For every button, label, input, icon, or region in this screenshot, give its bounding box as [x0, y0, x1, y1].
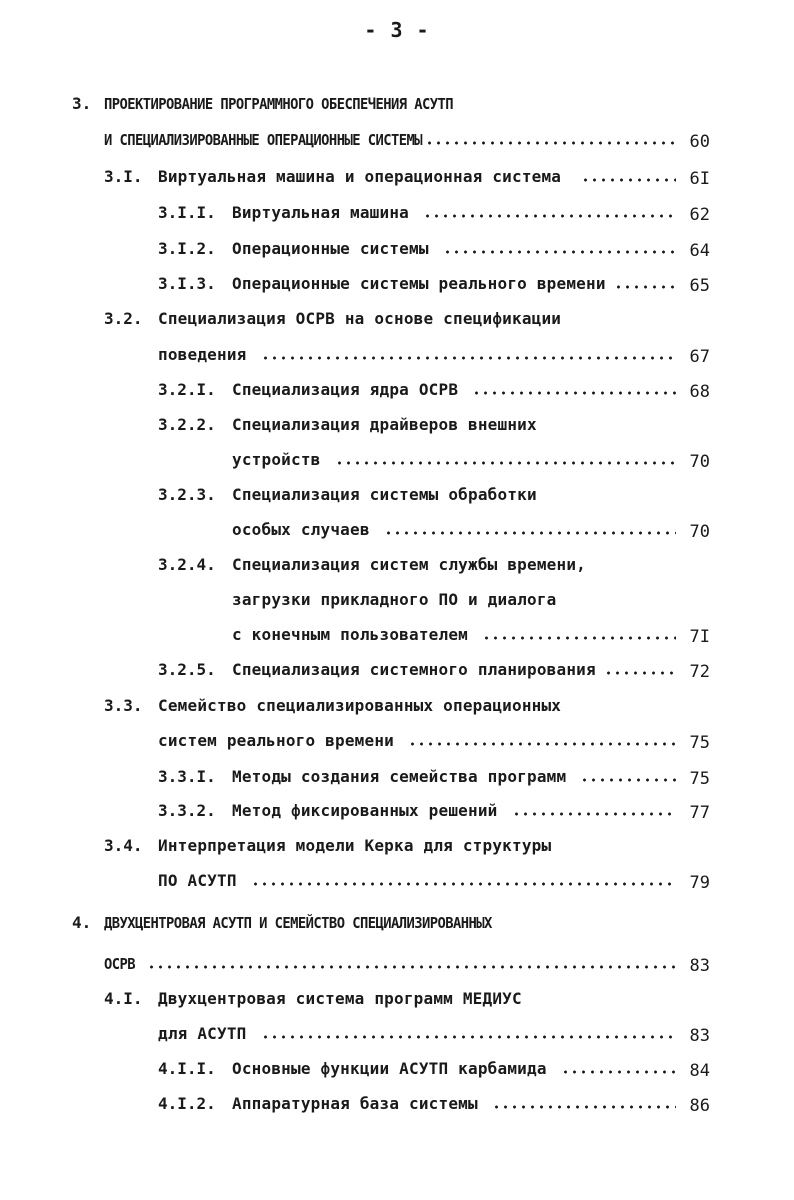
toc-line	[0, 621, 710, 649]
toc-line	[0, 727, 710, 755]
toc-section-number: 3.I.3.	[158, 274, 216, 293]
toc-line	[0, 199, 710, 227]
toc-section-number: 4.	[72, 913, 92, 932]
toc-line	[0, 376, 710, 404]
toc-line	[0, 950, 710, 978]
toc-dot-leader	[261, 1035, 677, 1039]
toc-entry-title: с конечным пользователем	[232, 625, 468, 644]
toc-entry-title: Интерпретация модели Керка для структуры	[158, 836, 552, 855]
toc-line	[0, 1090, 710, 1118]
toc-line	[0, 586, 710, 614]
toc-entry-title: Виртуальная машина	[232, 203, 409, 222]
toc-section-number: 3.2.2.	[158, 415, 216, 434]
toc-page-number: 6I	[689, 169, 710, 189]
toc-dot-leader	[261, 356, 677, 360]
toc-entry-title: Специализация систем службы времени,	[232, 555, 586, 574]
toc-dot-leader	[581, 178, 676, 182]
toc-line	[0, 909, 710, 937]
toc-dot-leader	[512, 812, 677, 816]
toc-section-number: 3.2.	[104, 309, 143, 328]
toc-section-number: 3.2.4.	[158, 555, 216, 574]
toc-page-number: 65	[689, 276, 710, 296]
toc-page-number: 83	[689, 1026, 710, 1046]
toc-section-number: 3.I.	[104, 167, 143, 186]
toc-dot-leader	[408, 742, 676, 746]
toc-line	[0, 305, 710, 333]
toc-line	[0, 1020, 710, 1048]
toc-entry-title: Специализация ОСРВ на основе спецификации	[158, 309, 562, 328]
toc-section-number: 3.3.I.	[158, 767, 216, 786]
toc-section-number: 3.3.2.	[158, 801, 216, 820]
toc-section-number: 4.I.	[104, 989, 143, 1008]
toc-page-number: 72	[689, 662, 710, 682]
toc-entry-title: Специализация системного планирования	[232, 660, 596, 679]
toc-section-number: 3.2.5.	[158, 660, 216, 679]
toc-section-number: 3.2.3.	[158, 485, 216, 504]
toc-dot-leader	[472, 391, 676, 395]
toc-section-number: 4.I.I.	[158, 1059, 216, 1078]
toc-page-number: 68	[689, 382, 710, 402]
toc-page-number: 83	[689, 956, 710, 976]
toc-page-number: 84	[689, 1061, 710, 1081]
toc-page-number: 64	[689, 241, 710, 261]
toc-entry-title: устройств	[232, 450, 321, 469]
toc-line	[0, 656, 710, 684]
toc-line	[0, 446, 710, 474]
toc-entry-title: Метод фиксированных решений	[232, 801, 498, 820]
toc-entry-title: ПО АСУТП	[158, 871, 237, 890]
toc-entry-title: ОСРВ	[104, 955, 136, 973]
toc-entry-title: Виртуальная машина и операционная система	[158, 167, 562, 186]
toc-entry-title: Методы создания семейства программ	[232, 767, 567, 786]
toc-section-number: 3.3.	[104, 696, 143, 715]
toc-dot-leader	[384, 531, 676, 535]
toc-line	[0, 341, 710, 369]
toc-page-number: 70	[689, 522, 710, 542]
toc-entry-title: загрузки прикладного ПО и диалога	[232, 590, 557, 609]
toc-entry-title: Двухцентровая система программ МЕДИУС	[158, 989, 522, 1008]
toc-dot-leader	[614, 285, 676, 289]
toc-entry-title: для АСУТП	[158, 1024, 247, 1043]
toc-line	[0, 763, 710, 791]
toc-dot-leader	[335, 461, 677, 465]
toc-entry-title: поведения	[158, 345, 247, 364]
toc-page-number: 75	[689, 769, 710, 789]
toc-entry-title: Операционные системы реального времени	[232, 274, 606, 293]
toc-dot-leader	[425, 141, 676, 145]
toc-dot-leader	[423, 214, 676, 218]
toc-line	[0, 551, 710, 579]
toc-dot-leader	[604, 671, 676, 675]
toc-section-number: 3.2.I.	[158, 380, 216, 399]
toc-page-number: 60	[689, 132, 710, 152]
toc-page-number: 7I	[689, 627, 710, 647]
toc-line	[0, 867, 710, 895]
toc-line	[0, 90, 710, 118]
toc-page-number: 67	[689, 347, 710, 367]
toc-entry-title: особых случаев	[232, 520, 370, 539]
toc-dot-leader	[580, 778, 676, 782]
toc-line	[0, 126, 710, 154]
toc-entry-title: ПРОЕКТИРОВАНИЕ ПРОГРАММНОГО ОБЕСПЕЧЕНИЯ АСУТП	[104, 95, 454, 113]
toc-line	[0, 832, 710, 860]
toc-section-number: 3.4.	[104, 836, 143, 855]
toc-entry-title: Семейство специализированных операционных	[158, 696, 562, 715]
toc-entry-title: Основные функции АСУТП карбамида	[232, 1059, 547, 1078]
toc-entry-title: Специализация ядра ОСРВ	[232, 380, 459, 399]
toc-line	[0, 481, 710, 509]
toc-page-number: 77	[689, 803, 710, 823]
toc-dot-leader	[482, 636, 676, 640]
page-number: - 3 -	[364, 18, 430, 42]
toc-line	[0, 516, 710, 544]
toc-page-number: 70	[689, 452, 710, 472]
toc-dot-leader	[492, 1105, 676, 1109]
toc-page-number: 62	[689, 205, 710, 225]
toc-line	[0, 1055, 710, 1083]
toc-dot-leader	[251, 882, 676, 886]
toc-entry-title: И СПЕЦИАЛИЗИРОВАННЫЕ ОПЕРАЦИОННЫЕ СИСТЕМЫ	[104, 131, 423, 149]
toc-dot-leader	[147, 965, 676, 969]
toc-line	[0, 411, 710, 439]
toc-entry-title: Операционные системы	[232, 239, 429, 258]
toc-page-number: 86	[689, 1096, 710, 1116]
toc-line	[0, 985, 710, 1013]
toc-dot-leader	[561, 1070, 676, 1074]
toc-entry-title: Аппаратурная база системы	[232, 1094, 478, 1113]
toc-line	[0, 235, 710, 263]
toc-entry-title: Специализация драйверов внешних	[232, 415, 537, 434]
toc-line	[0, 797, 710, 825]
toc-section-number: 4.I.2.	[158, 1094, 216, 1113]
toc-section-number: 3.I.2.	[158, 239, 216, 258]
toc-page-number: 79	[689, 873, 710, 893]
toc-page-number: 75	[689, 733, 710, 753]
toc-dot-leader	[443, 250, 676, 254]
toc-line	[0, 270, 710, 298]
toc-entry-title: Специализация системы обработки	[232, 485, 537, 504]
toc-section-number: 3.	[72, 94, 92, 113]
toc-section-number: 3.I.I.	[158, 203, 216, 222]
toc-line	[0, 163, 710, 191]
toc-entry-title: систем реального времени	[158, 731, 394, 750]
toc-entry-title: ДВУХЦЕНТРОВАЯ АСУТП И СЕМЕЙСТВО СПЕЦИАЛИЗИРОВАННЫХ	[104, 914, 492, 932]
toc-line	[0, 692, 710, 720]
